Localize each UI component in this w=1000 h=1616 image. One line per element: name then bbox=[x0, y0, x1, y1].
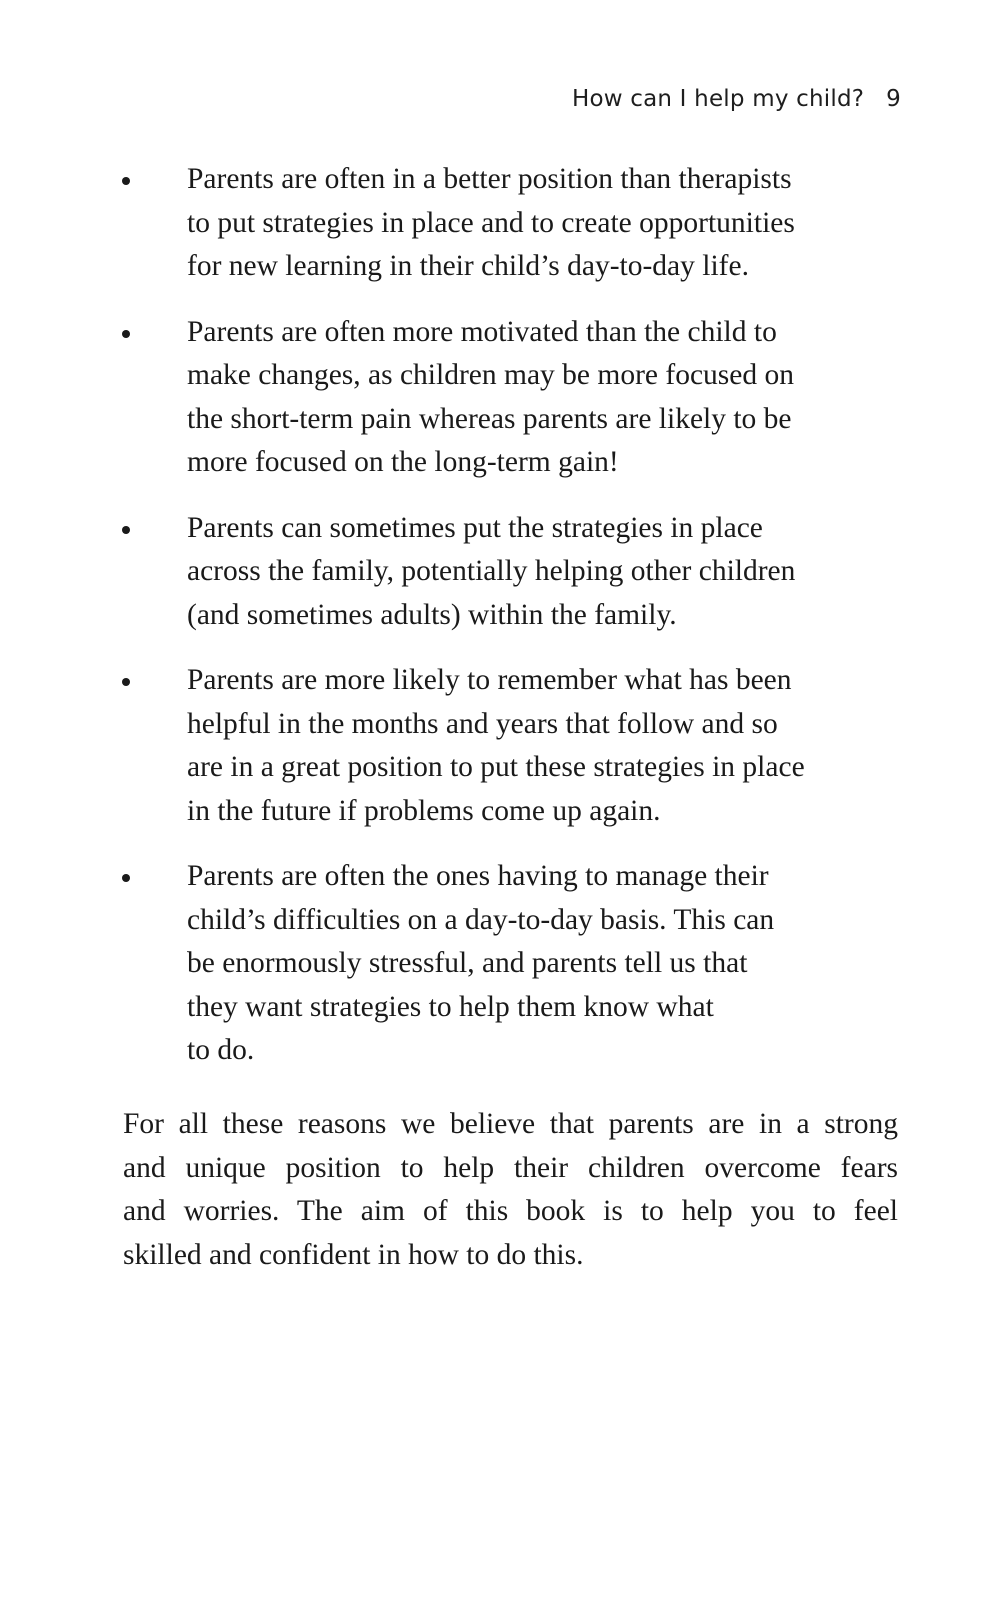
running-title: How can I help my child? bbox=[571, 86, 865, 112]
bullet-item bbox=[120, 855, 890, 1073]
bullet-list bbox=[120, 158, 890, 1095]
text-line: helpful in the months and years that follow and so bbox=[187, 707, 778, 740]
text-line: are in a great position to put these strategies in place bbox=[187, 751, 805, 783]
bullet-text bbox=[187, 659, 890, 833]
bullet-item bbox=[120, 659, 890, 833]
text-line: for new learning in their child’s day-to-day life. bbox=[187, 250, 749, 282]
text-line: the short-term pain whereas parents are likely to be bbox=[187, 402, 792, 435]
text-line: to put strategies in place and to create opportunities bbox=[187, 206, 795, 239]
bullet-item bbox=[120, 158, 890, 289]
bullet-dot-icon bbox=[122, 330, 130, 338]
text-line: more focused on the long-term gain! bbox=[187, 446, 619, 478]
bullet-item bbox=[120, 311, 890, 485]
text-line: to do. bbox=[187, 1034, 255, 1066]
text-line: they want strategies to help them know what bbox=[187, 990, 714, 1023]
running-head bbox=[572, 86, 901, 112]
text-line: skilled and confident in how to do this. bbox=[123, 1238, 584, 1271]
text-line: Parents are more likely to remember what has been bbox=[187, 664, 792, 696]
text-line: Parents can sometimes put the strategies in place bbox=[187, 511, 763, 544]
text-line: Parents are often the ones having to manage their bbox=[187, 860, 769, 892]
bullet-text bbox=[187, 507, 890, 638]
text-line: (and sometimes adults) within the family. bbox=[187, 598, 677, 631]
bullet-item bbox=[120, 507, 890, 638]
text-line: and worries. The aim of this book is to help you to feel bbox=[123, 1195, 898, 1227]
text-line: Parents are often more motivated than the child to bbox=[187, 315, 777, 348]
bullet-dot-icon bbox=[122, 526, 130, 534]
text-line: make changes, as children may be more focused on bbox=[187, 359, 794, 391]
bullet-dot-icon bbox=[122, 678, 130, 686]
closing-paragraph bbox=[123, 1103, 898, 1277]
text-line: across the family, potentially helping other children bbox=[187, 555, 796, 587]
bullet-text bbox=[187, 158, 890, 289]
bullet-dot-icon bbox=[122, 874, 130, 882]
text-line: For all these reasons we believe that parents are in a strong bbox=[123, 1108, 898, 1140]
page-number: 9 bbox=[886, 86, 901, 112]
bullet-text bbox=[187, 855, 890, 1073]
bullet-text bbox=[187, 311, 890, 485]
text-line: child’s difficulties on a day-to-day basis. This can bbox=[187, 903, 775, 936]
text-line: and unique position to help their children overcome fears bbox=[123, 1151, 898, 1184]
text-line: Parents are often in a better position than therapists bbox=[187, 163, 792, 195]
text-line: be enormously stressful, and parents tell us that bbox=[187, 947, 748, 979]
text-line: in the future if problems come up again. bbox=[187, 794, 661, 827]
bullet-dot-icon bbox=[122, 177, 130, 185]
